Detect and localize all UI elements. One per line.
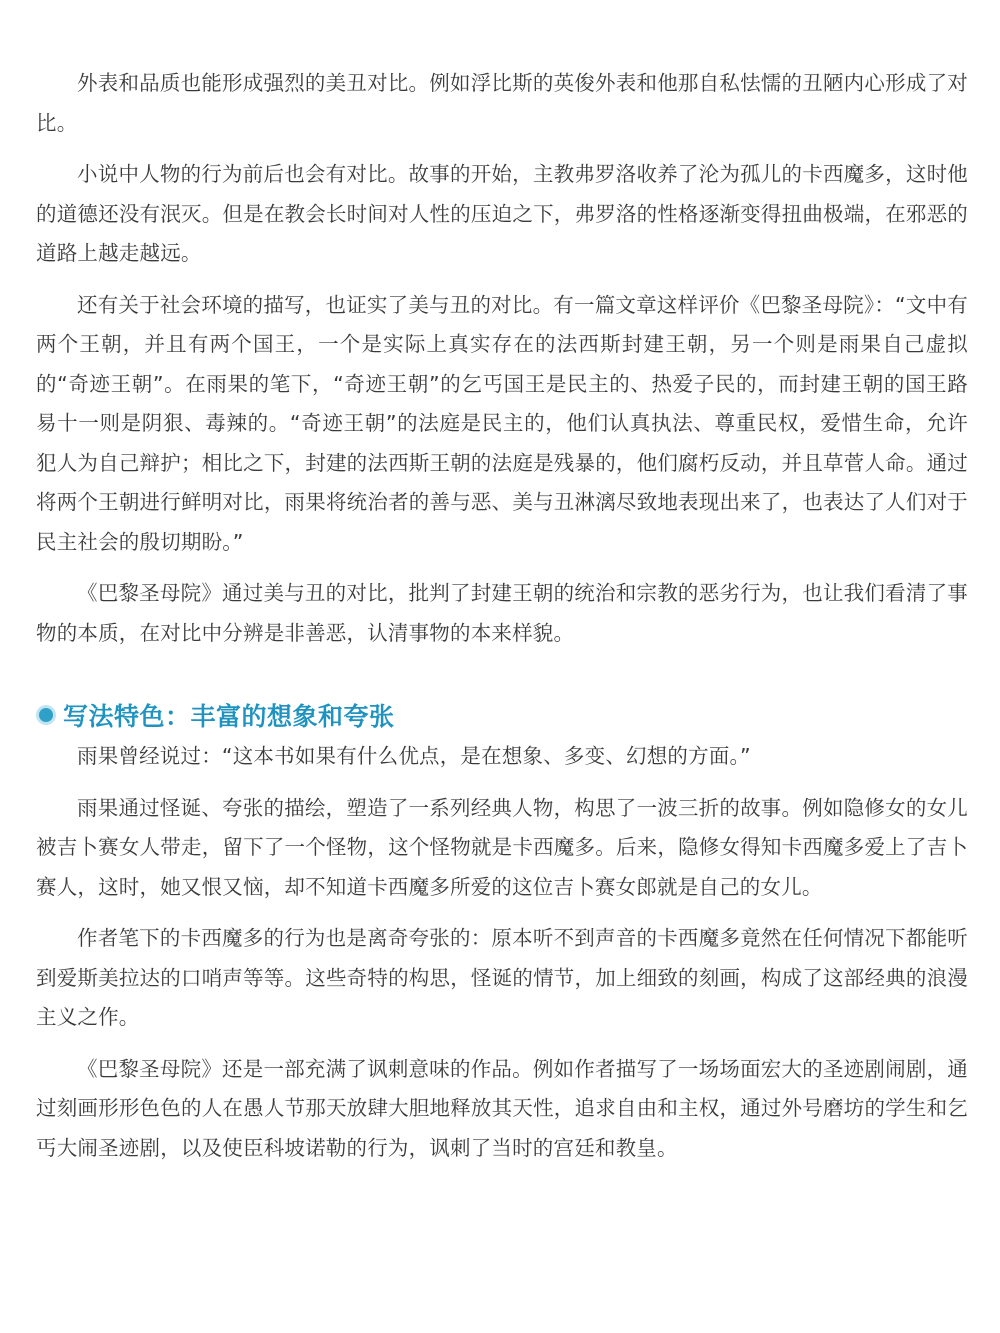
paragraph: 雨果曾经说过：“这本书如果有什么优点，是在想象、多变、幻想的方面。” (77, 744, 751, 768)
paragraph: 雨果通过怪诞、夸张的描绘，塑造了一系列经典人物，构思了一波三折的故事。例如隐修女的女儿被吉卜赛女人带走，留下了一个怪物，这个怪物就是卡西魔多。后来，隐修女得知卡西魔多爱上了吉卜赛人，这时，她又恨又恼，却不知道卡西魔多所爱的这位吉卜赛女郎就是自己的女儿。 (36, 795, 968, 899)
section-heading (36, 695, 968, 735)
document-page (36, 64, 968, 1168)
paragraph: 还有关于社会环境的描写，也证实了美与丑的对比。有一篇文章这样评价《巴黎圣母院》：“文中有两个王朝，并且有两个国王，一个是实际上真实存在的法西斯封建王朝，另一个则是雨果自己虚拟的“奇迹王朝”。在雨果的笔下，“奇迹王朝”的乞丐国王是民主的、热爱子民的，而封建王朝的国王路易十一则是阴狠、毒辣的。“奇迹王朝”的法庭是民主的，他们认真执法、尊重民权，爱惜生命，允许犯人为自己辩护；相比之下，封建的法西斯王朝的法庭是残暴的，他们腐朽反动，并且草菅人命。通过将两个王朝进行鲜明对比，雨果将统治者的善与恶、美与丑淋漓尽致地表现出来了，也表达了人们对于民主社会的殷切期盼。” (36, 292, 968, 554)
paragraph: 《巴黎圣母院》通过美与丑的对比，批判了封建王朝的统治和宗教的恶劣行为，也让我们看清了事物的本质，在对比中分辨是非善恶，认清事物的本来样貌。 (36, 581, 968, 645)
paragraph: 外表和品质也能形成强烈的美丑对比。例如浮比斯的英俊外表和他那自私怯懦的丑陋内心形成了对比。 (36, 71, 968, 135)
paragraph: 小说中人物的行为前后也会有对比。故事的开始，主教弗罗洛收养了沦为孤儿的卡西魔多，这时他的道德还没有泯灭。但是在教会长时间对人性的压迫之下，弗罗洛的性格逐渐变得扭曲极端，在邪恶的道路上越走越远。 (36, 162, 968, 265)
bullet-dot-icon (39, 708, 53, 722)
section-heading-text: 写法特色：丰富的想象和夸张 (63, 702, 395, 731)
paragraph: 《巴黎圣母院》还是一部充满了讽刺意味的作品。例如作者描写了一场场面宏大的圣迹剧闹剧，通过刻画形形色色的人在愚人节那天放肆大胆地释放其天性，追求自由和主权，通过外号磨坊的学生和乞丐大闹圣迹剧，以及使臣科坡诺勒的行为，讽刺了当时的宫廷和教皇。 (36, 1056, 968, 1160)
paragraph: 作者笔下的卡西魔多的行为也是离奇夸张的：原本听不到声音的卡西魔多竟然在任何情况下都能听到爱斯美拉达的口哨声等等。这些奇特的构思，怪诞的情节，加上细致的刻画，构成了这部经典的浪漫主义之作。 (36, 926, 968, 1029)
